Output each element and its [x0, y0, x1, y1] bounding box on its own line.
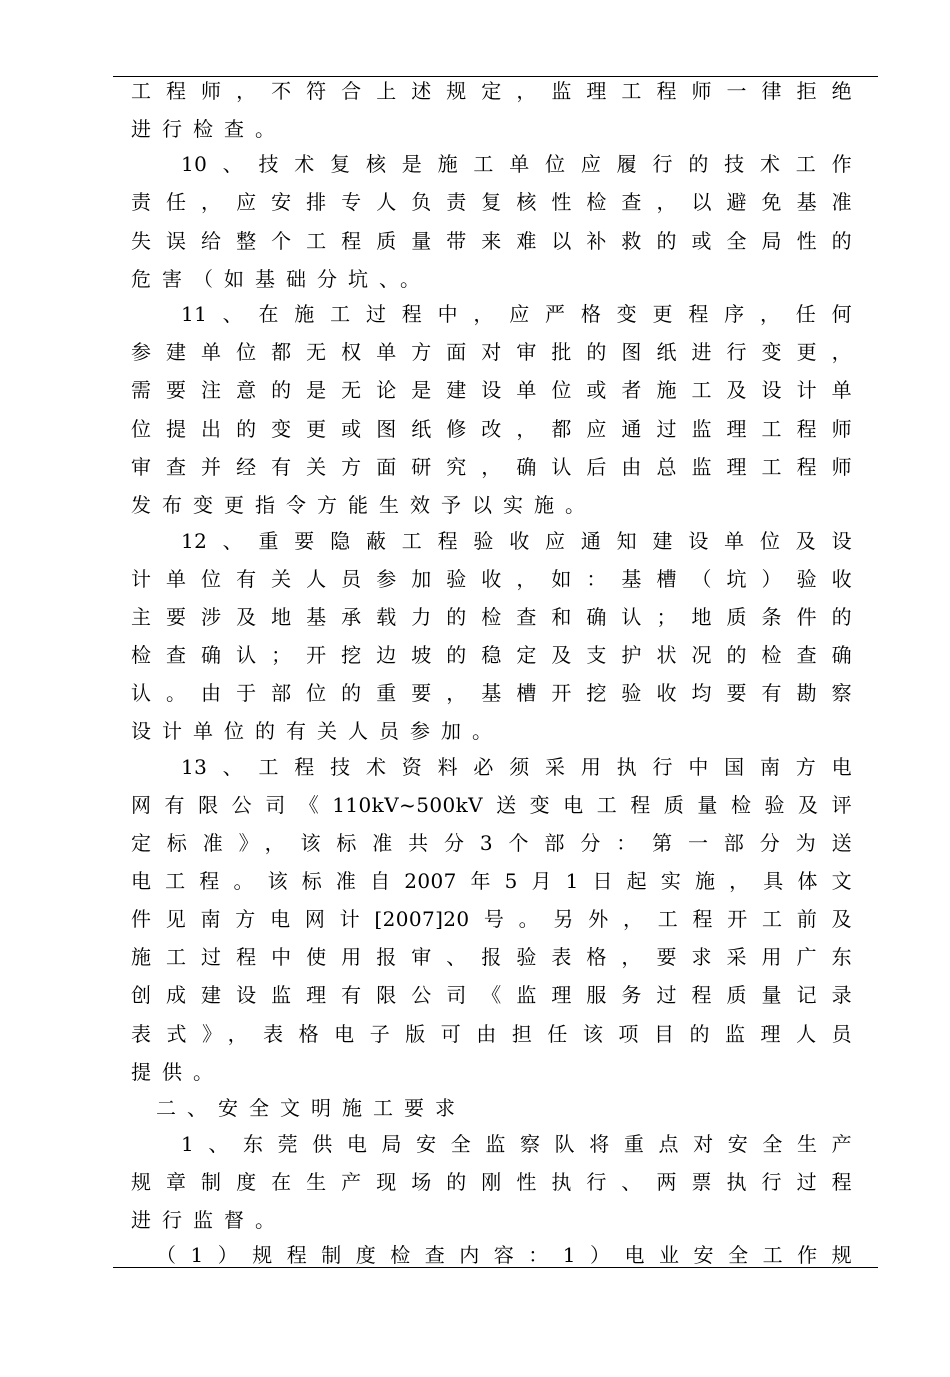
text-line: 网有限公司《110kV~500kV送变电工程质量检验及评 — [131, 793, 852, 817]
text-line: 计单位有关人员参加验收，如：基槽（坑）验收 — [131, 567, 852, 591]
text-line: 件见南方电网计[2007]20号。另外，工程开工前及 — [131, 907, 852, 931]
text-line: 位提出的变更或图纸修改，都应通过监理工程师 — [131, 417, 852, 441]
text-line: 电工程。该标准自2007年5月1日起实施，具体文 — [131, 869, 852, 893]
text-line: 规章制度在生产现场的刚性执行、两票执行过程 — [131, 1170, 852, 1194]
text-line: 工程师，不符合上述规定，监理工程师一律拒绝 — [131, 79, 852, 103]
text-line: 设计单位的有关人员参加。 — [131, 719, 503, 743]
text-line: 危害（如基础分坑、。 — [131, 267, 431, 291]
text-line: 定标准》，该标准共分3个部分：第一部分为送 — [131, 831, 852, 855]
text-line: 提供。 — [131, 1060, 224, 1084]
footer-rule — [113, 1267, 878, 1268]
text-line: 二、安全文明施工要求 — [156, 1096, 466, 1120]
text-line: 施工过程中使用报审、报验表格，要求采用广东 — [131, 945, 852, 969]
text-line: 创成建设监理有限公司《监理服务过程质量记录 — [131, 983, 852, 1007]
text-line: 审查并经有关方面研究，确认后由总监理工程师 — [131, 455, 852, 479]
text-line: 失误给整个工程质量带来难以补救的或全局性的 — [131, 229, 852, 253]
text-line: 进行监督。 — [131, 1208, 286, 1232]
text-line: 进行检查。 — [131, 117, 286, 141]
text-line: 检查确认；开挖边坡的稳定及支护状况的检查确 — [131, 643, 852, 667]
text-line: 需要注意的是无论是建设单位或者施工及设计单 — [131, 378, 852, 402]
text-line: 12、重要隐蔽工程验收应通知建设单位及设 — [181, 529, 852, 553]
text-line: 认。由于部位的重要，基槽开挖验收均要有勘察 — [131, 681, 852, 705]
text-line: （1）规程制度检查内容：1）电业安全工作规 — [156, 1243, 852, 1267]
text-line: 13、工程技术资料必须采用执行中国南方电 — [181, 755, 852, 779]
text-line: 表式》，表格电子版可由担任该项目的监理人员 — [131, 1022, 852, 1046]
text-line: 发布变更指令方能生效予以实施。 — [131, 493, 596, 517]
text-line: 10、技术复核是施工单位应履行的技术工作 — [181, 152, 852, 176]
text-line: 参建单位都无权单方面对审批的图纸进行变更， — [131, 340, 852, 364]
text-line: 1、东莞供电局安全监察队将重点对安全生产 — [181, 1132, 852, 1156]
text-line: 责任，应安排专人负责复核性检查，以避免基准 — [131, 190, 852, 214]
text-line: 主要涉及地基承载力的检查和确认；地质条件的 — [131, 605, 852, 629]
text-line: 11、在施工过程中，应严格变更程序，任何 — [181, 302, 852, 326]
